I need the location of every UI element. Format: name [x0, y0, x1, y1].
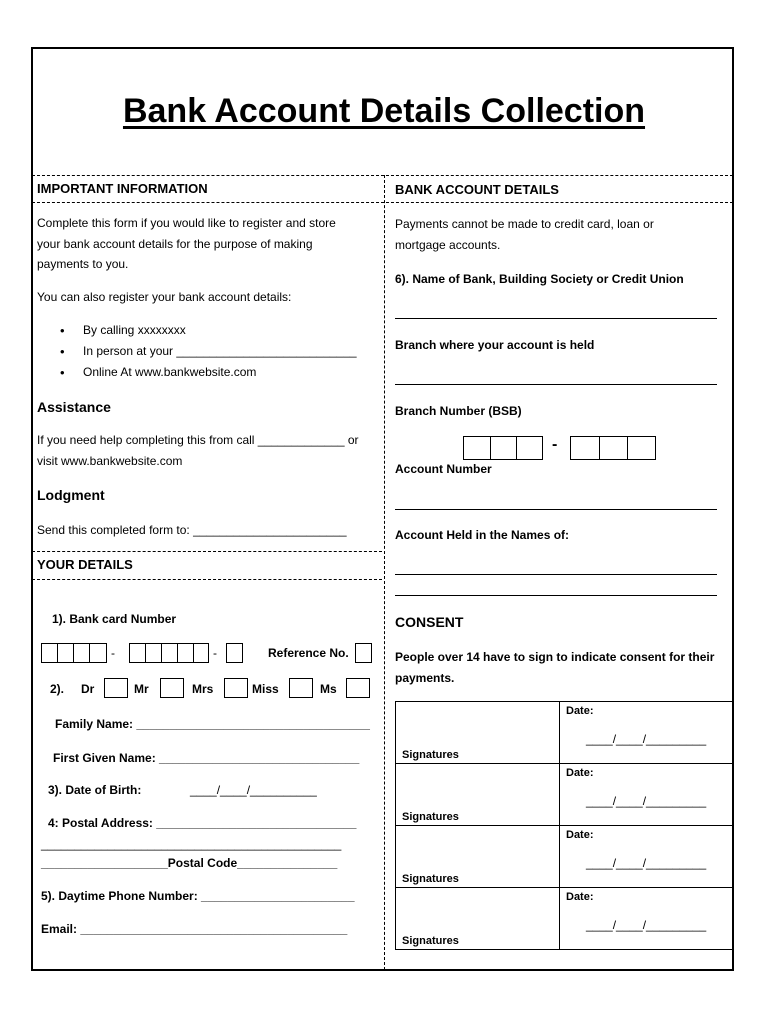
date-value: ____/____/_________	[586, 918, 707, 932]
phone-field[interactable]: 5). Daytime Phone Number: _______________________	[41, 889, 355, 903]
title-option-mr: Mr	[134, 682, 149, 696]
divider-vertical	[384, 175, 385, 970]
date-label: Date:	[566, 767, 594, 779]
important-para1-line: Complete this form if you would like to register and store	[37, 216, 336, 230]
date-value: ____/____/_________	[586, 794, 707, 808]
intro-line: Payments cannot be made to credit card, loan or	[395, 217, 654, 231]
table-row	[396, 764, 733, 826]
postal-code-field[interactable]: ___________________Postal Code_______________	[41, 856, 338, 870]
lodgment-title: Lodgment	[37, 487, 105, 503]
signature-label: Signatures	[402, 935, 459, 947]
date-label: Date:	[566, 891, 594, 903]
reference-box[interactable]	[355, 643, 372, 663]
box-divider	[627, 436, 628, 460]
important-para1-line: payments to you.	[37, 257, 129, 271]
first-given-name-field[interactable]: First Given Name: ______________________________	[53, 751, 360, 765]
bank-details-intro	[395, 214, 654, 255]
assistance-line: If you need help completing this from call _____________ or	[37, 433, 359, 447]
title-option-mrs: Mrs	[192, 682, 214, 696]
list-item: • By calling xxxxxxxx	[37, 320, 357, 341]
signature-label: Signatures	[402, 749, 459, 761]
date-cell[interactable]	[560, 764, 733, 826]
date-value: ____/____/_________	[586, 732, 707, 746]
date-value: ____/____/_________	[586, 856, 707, 870]
bank-details-header: BANK ACCOUNT DETAILS	[395, 182, 559, 197]
title-option-dr: Dr	[81, 682, 95, 696]
signature-cell[interactable]	[396, 702, 560, 764]
checkbox-dr[interactable]	[104, 678, 128, 698]
box-divider	[177, 643, 178, 663]
consent-line: payments.	[395, 670, 455, 685]
signature-cell[interactable]	[396, 888, 560, 950]
dob-field[interactable]: ____/____/__________	[190, 783, 317, 797]
checkbox-miss[interactable]	[289, 678, 313, 698]
bank-name-input-line[interactable]	[395, 318, 717, 319]
title-option-miss: Miss	[252, 682, 279, 696]
divider-top	[32, 175, 733, 176]
bank-card-group-1[interactable]	[41, 643, 107, 663]
box-divider	[145, 643, 146, 663]
divider-your-details-top	[32, 551, 382, 552]
important-para1	[37, 213, 336, 275]
date-cell[interactable]	[560, 702, 733, 764]
box-divider	[57, 643, 58, 663]
date-cell[interactable]	[560, 826, 733, 888]
assistance-title: Assistance	[37, 399, 111, 415]
box-divider	[516, 436, 517, 460]
dob-label: 3). Date of Birth:	[48, 783, 142, 797]
signature-cell[interactable]	[396, 764, 560, 826]
table-row	[396, 888, 733, 950]
bank-card-label: 1). Bank card Number	[52, 612, 177, 626]
lodgment-text: Send this completed form to: _______________________	[37, 523, 347, 537]
bsb-dash-separator: -	[552, 436, 558, 453]
register-options-list	[37, 320, 357, 383]
date-label: Date:	[566, 705, 594, 717]
box-divider	[490, 436, 491, 460]
postal-address-line[interactable]: _____________________________________________	[41, 837, 342, 851]
bsb-box-group-2[interactable]	[570, 436, 656, 460]
family-name-field[interactable]: Family Name: ___________________________________	[55, 717, 370, 731]
signature-label: Signatures	[402, 873, 459, 885]
bsb-label: Branch Number (BSB)	[395, 404, 522, 418]
important-para2: You can also register your bank account details:	[37, 290, 292, 304]
box-divider	[73, 643, 74, 663]
table-row	[396, 826, 733, 888]
box-divider	[161, 643, 162, 663]
divider-your-details-bottom	[32, 579, 382, 580]
consent-text	[395, 647, 714, 688]
date-cell[interactable]	[560, 888, 733, 950]
table-row	[396, 702, 733, 764]
reference-label: Reference No.	[268, 646, 349, 660]
important-info-header: IMPORTANT INFORMATION	[37, 181, 208, 196]
list-item: • Online At www.bankwebsite.com	[37, 362, 357, 383]
assistance-text	[37, 430, 359, 471]
consent-title: CONSENT	[395, 614, 464, 630]
postal-address-field[interactable]: 4: Postal Address: ______________________________	[48, 816, 357, 830]
signature-label: Signatures	[402, 811, 459, 823]
account-names-input-line-2[interactable]	[395, 595, 717, 596]
box-divider	[193, 643, 194, 663]
account-number-input-line[interactable]	[395, 509, 717, 510]
title-prefix: 2).	[50, 682, 65, 696]
account-names-input-line-1[interactable]	[395, 574, 717, 575]
dash-separator: -	[111, 646, 115, 660]
dash-separator: -	[213, 646, 217, 660]
box-divider	[89, 643, 90, 663]
date-label: Date:	[566, 829, 594, 841]
title-option-ms: Ms	[320, 682, 337, 696]
important-para1-line: your bank account details for the purpose of making	[37, 236, 313, 251]
consent-line: People over 14 have to sign to indicate consent for their	[395, 650, 715, 664]
your-details-header: YOUR DETAILS	[37, 557, 133, 572]
form-title: Bank Account Details Collection	[122, 92, 646, 130]
branch-label: Branch where your account is held	[395, 338, 595, 352]
consent-signature-table	[395, 701, 733, 950]
account-names-label: Account Held in the Names of:	[395, 528, 570, 542]
list-item: • In person at your ___________________________	[37, 341, 357, 362]
checkbox-mr[interactable]	[160, 678, 184, 698]
assistance-line: visit www.bankwebsite.com	[37, 453, 183, 468]
branch-input-line[interactable]	[395, 384, 717, 385]
bank-card-check-box[interactable]	[226, 643, 243, 663]
bank-card-group-2[interactable]	[129, 643, 209, 663]
signature-cell[interactable]	[396, 826, 560, 888]
account-number-label: Account Number	[395, 462, 492, 476]
checkbox-ms[interactable]	[346, 678, 370, 698]
intro-line: mortgage accounts.	[395, 237, 501, 252]
checkbox-mrs[interactable]	[224, 678, 248, 698]
email-field[interactable]: Email: ________________________________________	[41, 922, 348, 936]
bsb-box-group-1[interactable]	[463, 436, 543, 460]
box-divider	[599, 436, 600, 460]
bank-name-label: 6). Name of Bank, Building Society or Credit Union	[395, 272, 684, 286]
divider-header-bottom	[32, 202, 733, 203]
